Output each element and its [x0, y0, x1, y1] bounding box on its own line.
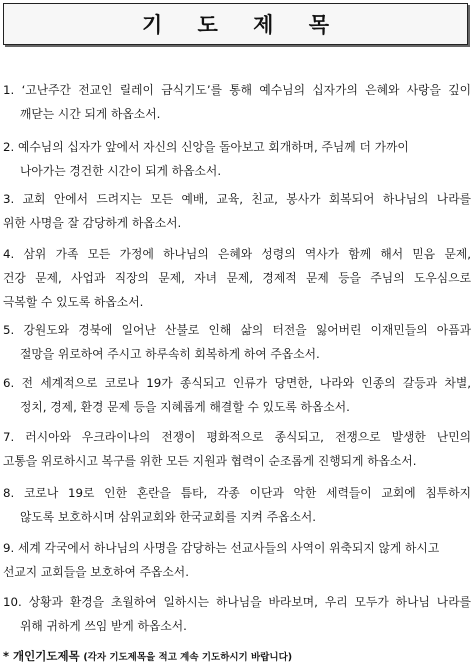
prayer-item-line: 10. 상황과 환경을 초월하여 일하시는 하나님을 바라보며, 우리 모두가 하나님 나라를: [3, 595, 471, 609]
prayer-item-line: 4. 삼위 가족 모든 가정에 하나님의 은혜와 성령의 역사가 함께 해서 믿음 문제,: [3, 247, 471, 261]
prayer-item-6: [3, 371, 471, 419]
personal-prayer-section: [3, 644, 471, 670]
prayer-item-1: [3, 78, 471, 126]
prayer-item-line: 3. 교회 안에서 드려지는 모든 예배, 교육, 친교, 봉사가 회복되어 하나님의 나라를: [3, 192, 471, 206]
prayer-item-line: 않도록 보호하시며 삼위교회와 한국교회를 지켜 주옵소서.: [20, 510, 316, 524]
prayer-item-line: 건강 문제, 사업과 직장의 문제, 자녀 문제, 경제적 문제 등을 주님의 도우심으로: [3, 271, 471, 285]
prayer-item-2: [3, 135, 471, 183]
prayer-item-3: [3, 187, 471, 235]
prayer-item-8: [3, 481, 471, 529]
prayer-item-line: 선교지 교회들을 보호하여 주옵소서.: [3, 565, 189, 579]
prayer-item-line: 8. 코로나 19로 인한 혼란을 틈타, 각종 이단과 악한 세력들이 교회에 침투하지: [3, 486, 471, 500]
prayer-item-line: 절망을 위로하여 주시고 하루속히 회복하게 하여 주옵소서.: [20, 347, 320, 361]
prayer-item-10: [3, 590, 471, 638]
prayer-item-line: 2. 예수님의 십자가 앞에서 자신의 신앙을 돌아보고 회개하며, 주님께 더 가까이: [3, 140, 409, 154]
personal-prayer-label: * 개인기도제목: [3, 649, 80, 663]
prayer-item-line: 고통을 위로하시고 복구를 위한 모든 지원과 협력이 순조롭게 진행되게 하옵소서.: [3, 454, 417, 468]
prayer-item-line: 5. 강원도와 경북에 일어난 산불로 인해 삶의 터전을 잃어버린 이재민들의 아픔과: [3, 323, 471, 337]
title-box: [3, 3, 468, 45]
prayer-item-line: 위해 귀하게 쓰임 받게 하옵소서.: [20, 619, 187, 633]
prayer-item-line: 1. ‘고난주간 전교인 릴레이 금식기도’를 통해 예수님의 십자가의 은혜와 사랑을 깊이: [3, 83, 471, 97]
prayer-item-9: [3, 536, 471, 584]
page-title: 기 도 제 목: [141, 13, 344, 37]
prayer-item-line: 깨닫는 시간 되게 하옵소서.: [20, 107, 161, 121]
prayer-item-line: 6. 전 세계적으로 코로나 19가 종식되고 인류가 당면한, 나라와 인종의 갈등과 차별,: [3, 376, 471, 390]
prayer-item-line: 9. 세계 각국에서 하나님의 사명을 감당하는 선교사들의 사역이 위축되지 않게 하시고: [3, 541, 440, 555]
prayer-item-line: 나아가는 경건한 시간이 되게 하옵소서.: [20, 164, 222, 178]
prayer-item-line: 극복할 수 있도록 하옵소서.: [3, 295, 144, 309]
personal-prayer-note: (각자 기도제목을 적고 계속 기도하시기 바랍니다): [83, 652, 293, 663]
prayer-item-line: 위한 사명을 잘 감당하게 하옵소서.: [3, 216, 182, 230]
prayer-item-5: [3, 318, 471, 366]
prayer-item-4: [3, 242, 471, 314]
prayer-item-line: 7. 러시아와 우크라이나의 전쟁이 평화적으로 종식되고, 전쟁으로 발생한 난민의: [3, 430, 471, 444]
prayer-item-7: [3, 425, 471, 473]
prayer-item-line: 정치, 경제, 환경 문제 등을 지혜롭게 해결할 수 있도록 하옵소서.: [20, 400, 350, 414]
